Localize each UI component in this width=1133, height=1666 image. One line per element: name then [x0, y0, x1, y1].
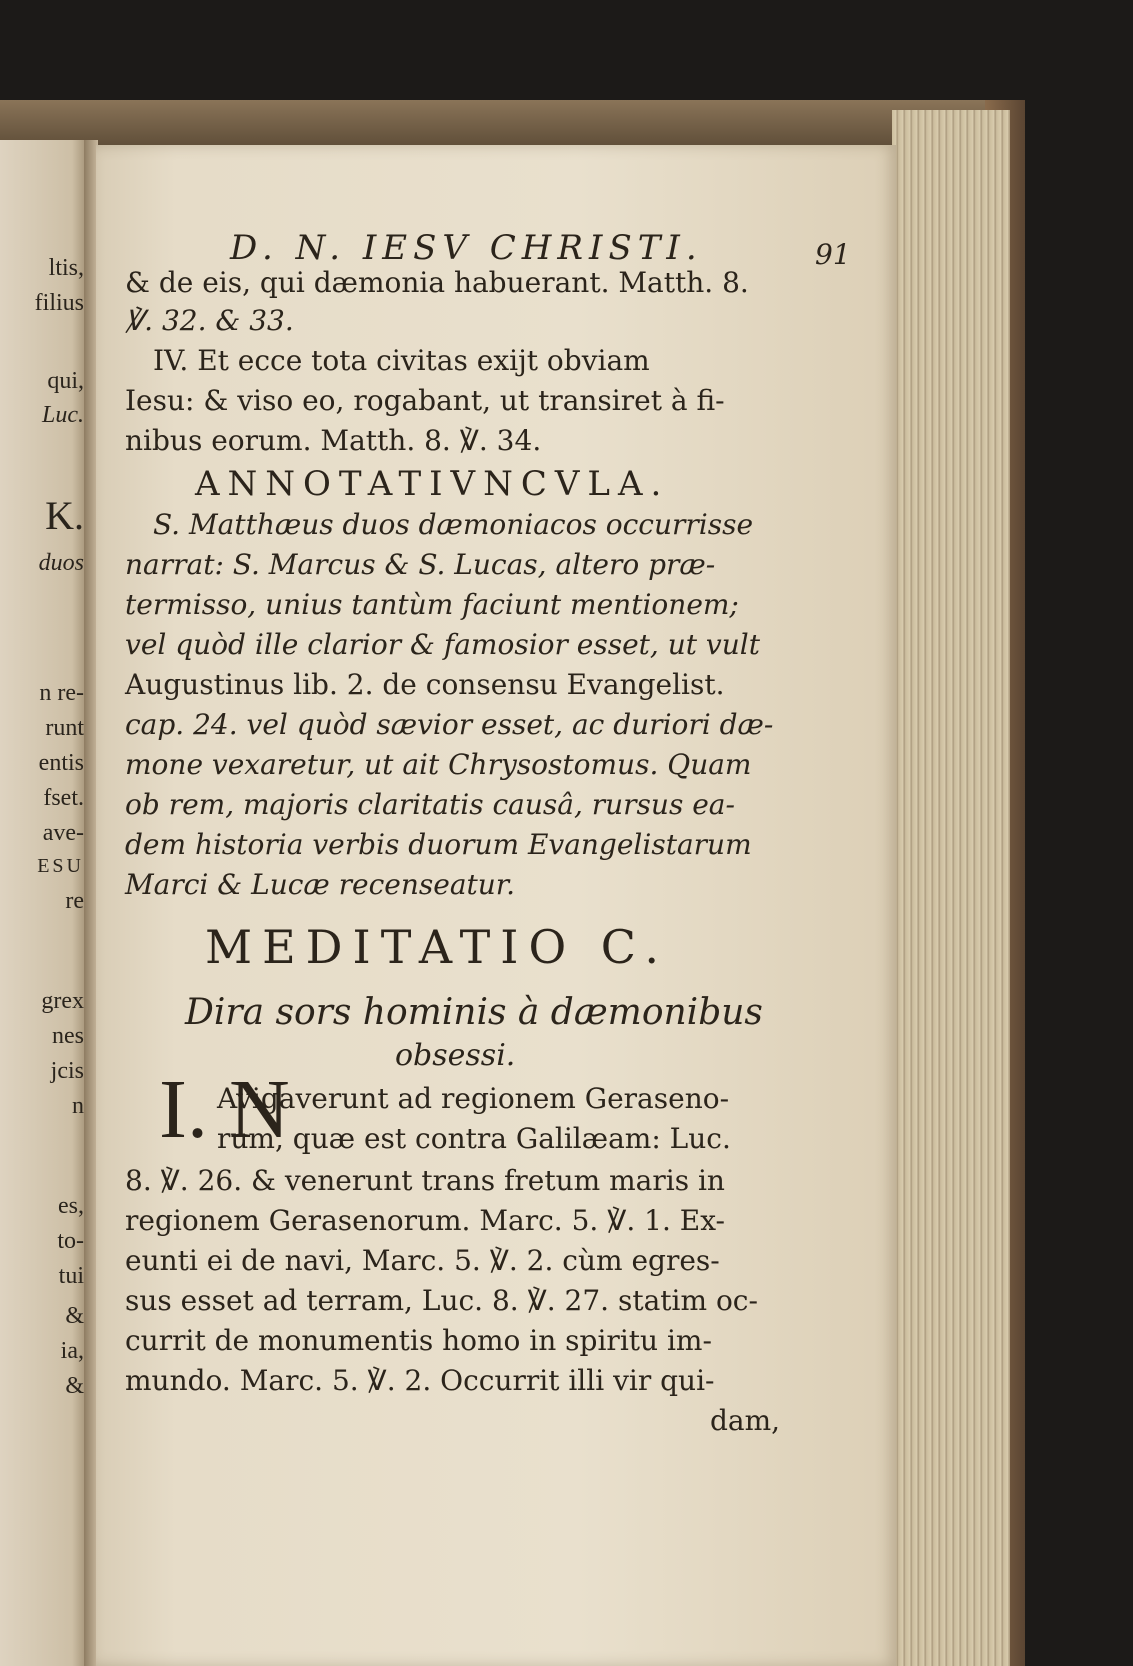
left-fragment: Luc.	[42, 402, 84, 428]
left-fragment: n	[72, 1093, 84, 1119]
text-line: vel quòd ille clarior & famosior esset, ut vult	[125, 628, 760, 661]
page-number: 91	[815, 238, 851, 271]
text-line: Marci & Lucæ recenseatur.	[125, 868, 516, 901]
left-fragment: entis	[38, 750, 84, 776]
text-line: currit de monumentis homo in spiritu im-	[125, 1324, 712, 1357]
page-edges	[892, 110, 1010, 1666]
left-fragment: nes	[52, 1023, 84, 1049]
text-line: Augustinus lib. 2. de consensu Evangelist.	[125, 668, 725, 701]
text-line: eunti ei de navi, Marc. 5. ℣. 2. cùm egres-	[125, 1244, 720, 1277]
meditation-subtitle-cont: obsessi.	[395, 1038, 516, 1073]
left-fragment: to-	[57, 1228, 84, 1254]
text-line: dem historia verbis duorum Evangelistarum	[125, 828, 752, 861]
text-line: nibus eorum. Matth. 8. ℣. 34.	[125, 424, 542, 457]
text-line: Iesu: & viso eo, rogabant, ut transiret à fi-	[125, 384, 725, 417]
meditation-subtitle: Dira sors hominis à dæmonibus	[185, 992, 763, 1033]
text-line: S. Matthæus duos dæmoniacos occurrisse	[153, 508, 754, 541]
left-fragment: tui	[58, 1263, 84, 1289]
text-line: ob rem, majoris claritatis causâ, rursus ea-	[125, 788, 735, 821]
text-line: 8. ℣. 26. & venerunt trans fretum maris in	[125, 1164, 725, 1197]
left-fragment: es,	[58, 1193, 84, 1219]
left-fragment: filius	[34, 290, 84, 316]
left-fragment: ia,	[60, 1338, 84, 1364]
left-fragment: jcis	[50, 1058, 84, 1084]
left-fragment: ave-	[42, 820, 84, 846]
drop-cap-line: I. N	[159, 1063, 290, 1156]
left-fragment: qui,	[47, 368, 84, 394]
text-line: regionem Gerasenorum. Marc. 5. ℣. 1. Ex-	[125, 1204, 725, 1237]
left-fragment: ESU	[37, 855, 84, 877]
text-line: sus esset ad terram, Luc. 8. ℣. 27. statim oc-	[125, 1284, 758, 1317]
left-fragment: ltis,	[48, 255, 84, 281]
left-fragment: K.	[45, 493, 84, 538]
left-page	[0, 140, 90, 1666]
left-fragment: &	[65, 1303, 84, 1329]
left-fragment: re	[65, 888, 84, 914]
meditation-title: MEDITATIO C.	[205, 920, 669, 974]
text-line: cap. 24. vel quòd sævior esset, ac duriori dæ-	[125, 708, 774, 741]
text-line: rum, quæ est contra Galilæam: Luc.	[217, 1122, 731, 1155]
running-header: D. N. IESV CHRISTI.	[230, 228, 703, 268]
catchword: dam,	[710, 1404, 781, 1437]
text-line: mundo. Marc. 5. ℣. 2. Occurrit illi vir qui-	[125, 1364, 715, 1397]
text-line: narrat: S. Marcus & S. Lucas, altero præ-	[125, 548, 716, 581]
left-fragment: duos	[38, 550, 84, 576]
text-line: termisso, unius tantùm faciunt mentionem;	[125, 588, 739, 621]
left-fragment: &	[65, 1373, 84, 1399]
text-line: ℣. 32. & 33.	[125, 304, 294, 337]
left-fragment: runt	[45, 715, 84, 741]
left-fragment: fset.	[43, 785, 84, 811]
text-line: Avigaverunt ad regionem Geraseno-	[217, 1082, 730, 1115]
book-spine-top	[0, 100, 1000, 148]
section-title: ANNOTATIVNCVLA.	[195, 464, 670, 504]
left-fragment: n re-	[39, 680, 84, 706]
text-line: & de eis, qui dæmonia habuerant. Matth. 8.	[125, 266, 749, 299]
text-line: mone vexaretur, ut ait Chrysostomus. Quam	[125, 748, 752, 781]
left-fragment: grex	[41, 988, 84, 1014]
text-line: IV. Et ecce tota civitas exijt obviam	[153, 344, 650, 377]
